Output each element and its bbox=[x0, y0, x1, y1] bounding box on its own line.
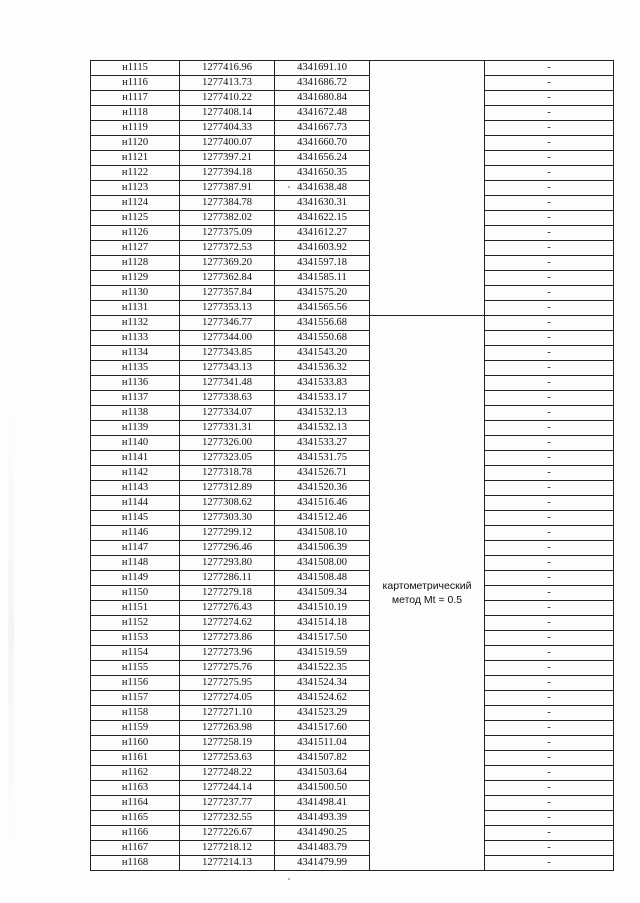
point-id-cell: н1141 bbox=[91, 451, 180, 466]
table-row bbox=[91, 481, 614, 496]
x-coordinate-cell: 1277346.77 bbox=[180, 316, 275, 331]
x-coordinate-cell: 1277318.78 bbox=[180, 466, 275, 481]
x-coordinate-cell: 1277276.43 bbox=[180, 601, 275, 616]
point-id-cell: н1124 bbox=[91, 196, 180, 211]
table-row bbox=[91, 586, 614, 601]
note-cell: - bbox=[485, 796, 614, 811]
table-row bbox=[91, 541, 614, 556]
table-row bbox=[91, 496, 614, 511]
table-row bbox=[91, 661, 614, 676]
table-row bbox=[91, 166, 614, 181]
table-row bbox=[91, 391, 614, 406]
y-coordinate-cell: 4341630.31 bbox=[275, 196, 370, 211]
note-cell: - bbox=[485, 481, 614, 496]
scan-streak bbox=[8, 380, 14, 880]
note-cell: - bbox=[485, 646, 614, 661]
note-cell: - bbox=[485, 391, 614, 406]
note-cell: - bbox=[485, 331, 614, 346]
x-coordinate-cell: 1277218.12 bbox=[180, 841, 275, 856]
x-coordinate-cell: 1277331.31 bbox=[180, 421, 275, 436]
x-coordinate-cell: 1277375.09 bbox=[180, 226, 275, 241]
note-cell: - bbox=[485, 631, 614, 646]
table-row bbox=[91, 811, 614, 826]
note-cell: - bbox=[485, 826, 614, 841]
x-coordinate-cell: 1277397.21 bbox=[180, 151, 275, 166]
point-id-cell: н1133 bbox=[91, 331, 180, 346]
x-coordinate-cell: 1277338.63 bbox=[180, 391, 275, 406]
x-coordinate-cell: 1277274.05 bbox=[180, 691, 275, 706]
y-coordinate-cell: 4341532.13 bbox=[275, 406, 370, 421]
note-cell: - bbox=[485, 721, 614, 736]
point-id-cell: н1126 bbox=[91, 226, 180, 241]
x-coordinate-cell: 1277296.46 bbox=[180, 541, 275, 556]
scan-speck bbox=[288, 878, 290, 880]
y-coordinate-cell: 4341490.25 bbox=[275, 826, 370, 841]
x-coordinate-cell: 1277387.91 bbox=[180, 181, 275, 196]
note-cell: - bbox=[485, 346, 614, 361]
x-coordinate-cell: 1277341.48 bbox=[180, 376, 275, 391]
point-id-cell: н1157 bbox=[91, 691, 180, 706]
note-cell: - bbox=[485, 436, 614, 451]
table-row bbox=[91, 256, 614, 271]
x-coordinate-cell: 1277394.18 bbox=[180, 166, 275, 181]
x-coordinate-cell: 1277369.20 bbox=[180, 256, 275, 271]
y-coordinate-cell: 4341603.92 bbox=[275, 241, 370, 256]
point-id-cell: н1121 bbox=[91, 151, 180, 166]
method-name: картометрический bbox=[382, 580, 472, 592]
table-row bbox=[91, 451, 614, 466]
coordinates-table bbox=[90, 60, 614, 871]
point-id-cell: н1166 bbox=[91, 826, 180, 841]
table-row bbox=[91, 211, 614, 226]
note-cell: - bbox=[485, 361, 614, 376]
point-id-cell: н1144 bbox=[91, 496, 180, 511]
y-coordinate-cell: 4341516.46 bbox=[275, 496, 370, 511]
y-coordinate-cell: 4341510.19 bbox=[275, 601, 370, 616]
point-id-cell: н1118 bbox=[91, 106, 180, 121]
table-row bbox=[91, 571, 614, 586]
point-id-cell: н1143 bbox=[91, 481, 180, 496]
note-cell: - bbox=[485, 526, 614, 541]
x-coordinate-cell: 1277413.73 bbox=[180, 76, 275, 91]
method-cell-empty bbox=[370, 61, 485, 316]
note-cell: - bbox=[485, 811, 614, 826]
table-row bbox=[91, 826, 614, 841]
x-coordinate-cell: 1277232.55 bbox=[180, 811, 275, 826]
point-id-cell: н1127 bbox=[91, 241, 180, 256]
table-row bbox=[91, 721, 614, 736]
y-coordinate-cell: 4341506.39 bbox=[275, 541, 370, 556]
point-id-cell: н1156 bbox=[91, 676, 180, 691]
y-coordinate-cell: 4341479.99 bbox=[275, 856, 370, 871]
x-coordinate-cell: 1277404.33 bbox=[180, 121, 275, 136]
x-coordinate-cell: 1277237.77 bbox=[180, 796, 275, 811]
y-coordinate-cell: 4341667.73 bbox=[275, 121, 370, 136]
y-coordinate-cell: 4341500.50 bbox=[275, 781, 370, 796]
point-id-cell: н1147 bbox=[91, 541, 180, 556]
note-cell: - bbox=[485, 91, 614, 106]
x-coordinate-cell: 1277416.96 bbox=[180, 61, 275, 76]
note-cell: - bbox=[485, 856, 614, 871]
point-id-cell: н1167 bbox=[91, 841, 180, 856]
y-coordinate-cell: 4341597.18 bbox=[275, 256, 370, 271]
x-coordinate-cell: 1277344.00 bbox=[180, 331, 275, 346]
note-cell: - bbox=[485, 211, 614, 226]
x-coordinate-cell: 1277226.67 bbox=[180, 826, 275, 841]
y-coordinate-cell: 4341493.39 bbox=[275, 811, 370, 826]
x-coordinate-cell: 1277372.53 bbox=[180, 241, 275, 256]
y-coordinate-cell: 4341512.46 bbox=[275, 511, 370, 526]
y-coordinate-cell: 4341509.34 bbox=[275, 586, 370, 601]
point-id-cell: н1165 bbox=[91, 811, 180, 826]
y-coordinate-cell: 4341531.75 bbox=[275, 451, 370, 466]
y-coordinate-cell: 4341514.18 bbox=[275, 616, 370, 631]
x-coordinate-cell: 1277258.19 bbox=[180, 736, 275, 751]
note-cell: - bbox=[485, 241, 614, 256]
y-coordinate-cell: 4341526.71 bbox=[275, 466, 370, 481]
x-coordinate-cell: 1277343.13 bbox=[180, 361, 275, 376]
note-cell: - bbox=[485, 841, 614, 856]
point-id-cell: н1158 bbox=[91, 706, 180, 721]
note-cell: - bbox=[485, 181, 614, 196]
x-coordinate-cell: 1277408.14 bbox=[180, 106, 275, 121]
table-row bbox=[91, 616, 614, 631]
point-id-cell: н1138 bbox=[91, 406, 180, 421]
x-coordinate-cell: 1277275.95 bbox=[180, 676, 275, 691]
point-id-cell: н1122 bbox=[91, 166, 180, 181]
y-coordinate-cell: 4341550.68 bbox=[275, 331, 370, 346]
y-coordinate-cell: 4341543.20 bbox=[275, 346, 370, 361]
note-cell: - bbox=[485, 61, 614, 76]
y-coordinate-cell: 4341650.35 bbox=[275, 166, 370, 181]
y-coordinate-cell: 4341672.48 bbox=[275, 106, 370, 121]
table-row bbox=[91, 796, 614, 811]
point-id-cell: н1136 bbox=[91, 376, 180, 391]
note-cell: - bbox=[485, 406, 614, 421]
table-row bbox=[91, 646, 614, 661]
y-coordinate-cell: 4341519.59 bbox=[275, 646, 370, 661]
y-coordinate-cell: 4341565.56 bbox=[275, 301, 370, 316]
point-id-cell: н1135 bbox=[91, 361, 180, 376]
point-id-cell: н1119 bbox=[91, 121, 180, 136]
point-id-cell: н1137 bbox=[91, 391, 180, 406]
point-id-cell: н1117 bbox=[91, 91, 180, 106]
x-coordinate-cell: 1277362.84 bbox=[180, 271, 275, 286]
table-row bbox=[91, 121, 614, 136]
table-row bbox=[91, 376, 614, 391]
table-row bbox=[91, 346, 614, 361]
table-row bbox=[91, 841, 614, 856]
y-coordinate-cell: 4341622.15 bbox=[275, 211, 370, 226]
point-id-cell: н1149 bbox=[91, 571, 180, 586]
point-id-cell: н1164 bbox=[91, 796, 180, 811]
point-id-cell: н1160 bbox=[91, 736, 180, 751]
x-coordinate-cell: 1277293.80 bbox=[180, 556, 275, 571]
x-coordinate-cell: 1277263.98 bbox=[180, 721, 275, 736]
y-coordinate-cell: 4341533.27 bbox=[275, 436, 370, 451]
point-id-cell: н1116 bbox=[91, 76, 180, 91]
x-coordinate-cell: 1277323.05 bbox=[180, 451, 275, 466]
y-coordinate-cell: 4341660.70 bbox=[275, 136, 370, 151]
point-id-cell: н1123 bbox=[91, 181, 180, 196]
y-coordinate-cell: 4341524.34 bbox=[275, 676, 370, 691]
method-accuracy: метод Mt = 0.5 bbox=[391, 594, 463, 606]
table-row bbox=[91, 301, 614, 316]
y-coordinate-cell: 4341533.83 bbox=[275, 376, 370, 391]
table-row bbox=[91, 361, 614, 376]
x-coordinate-cell: 1277308.62 bbox=[180, 496, 275, 511]
point-id-cell: н1134 bbox=[91, 346, 180, 361]
point-id-cell: н1120 bbox=[91, 136, 180, 151]
x-coordinate-cell: 1277357.84 bbox=[180, 286, 275, 301]
point-id-cell: н1139 bbox=[91, 421, 180, 436]
x-coordinate-cell: 1277274.62 bbox=[180, 616, 275, 631]
y-coordinate-cell: 4341585.11 bbox=[275, 271, 370, 286]
y-coordinate-cell: 4341575.20 bbox=[275, 286, 370, 301]
table-row bbox=[91, 76, 614, 91]
note-cell: - bbox=[485, 316, 614, 331]
table-row bbox=[91, 241, 614, 256]
note-cell: - bbox=[485, 136, 614, 151]
table-row bbox=[91, 421, 614, 436]
y-coordinate-cell: 4341691.10 bbox=[275, 61, 370, 76]
y-coordinate-cell: 4341533.17 bbox=[275, 391, 370, 406]
note-cell: - bbox=[485, 766, 614, 781]
point-id-cell: н1115 bbox=[91, 61, 180, 76]
note-cell: - bbox=[485, 301, 614, 316]
note-cell: - bbox=[485, 196, 614, 211]
note-cell: - bbox=[485, 511, 614, 526]
table-row bbox=[91, 781, 614, 796]
y-coordinate-cell: 4341686.72 bbox=[275, 76, 370, 91]
table-row bbox=[91, 466, 614, 481]
note-cell: - bbox=[485, 541, 614, 556]
note-cell: - bbox=[485, 676, 614, 691]
x-coordinate-cell: 1277275.76 bbox=[180, 661, 275, 676]
point-id-cell: н1125 bbox=[91, 211, 180, 226]
table-row bbox=[91, 271, 614, 286]
point-id-cell: н1128 bbox=[91, 256, 180, 271]
note-cell: - bbox=[485, 121, 614, 136]
x-coordinate-cell: 1277303.30 bbox=[180, 511, 275, 526]
y-coordinate-cell: 4341503.64 bbox=[275, 766, 370, 781]
note-cell: - bbox=[485, 451, 614, 466]
point-id-cell: н1161 bbox=[91, 751, 180, 766]
point-id-cell: н1150 bbox=[91, 586, 180, 601]
x-coordinate-cell: 1277279.18 bbox=[180, 586, 275, 601]
x-coordinate-cell: 1277273.96 bbox=[180, 646, 275, 661]
x-coordinate-cell: 1277253.63 bbox=[180, 751, 275, 766]
x-coordinate-cell: 1277353.13 bbox=[180, 301, 275, 316]
y-coordinate-cell: 4341520.36 bbox=[275, 481, 370, 496]
y-coordinate-cell: 4341656.24 bbox=[275, 151, 370, 166]
note-cell: - bbox=[485, 781, 614, 796]
note-cell: - bbox=[485, 616, 614, 631]
y-coordinate-cell: 4341536.32 bbox=[275, 361, 370, 376]
x-coordinate-cell: 1277299.12 bbox=[180, 526, 275, 541]
point-id-cell: н1132 bbox=[91, 316, 180, 331]
x-coordinate-cell: 1277400.07 bbox=[180, 136, 275, 151]
point-id-cell: н1146 bbox=[91, 526, 180, 541]
y-coordinate-cell: 4341680.84 bbox=[275, 91, 370, 106]
x-coordinate-cell: 1277334.07 bbox=[180, 406, 275, 421]
table-row bbox=[91, 556, 614, 571]
table-row bbox=[91, 601, 614, 616]
x-coordinate-cell: 1277312.89 bbox=[180, 481, 275, 496]
note-cell: - bbox=[485, 466, 614, 481]
table-row bbox=[91, 631, 614, 646]
table-row bbox=[91, 136, 614, 151]
table-row bbox=[91, 511, 614, 526]
table-row bbox=[91, 751, 614, 766]
y-coordinate-cell: 4341523.29 bbox=[275, 706, 370, 721]
x-coordinate-cell: 1277273.86 bbox=[180, 631, 275, 646]
table-row bbox=[91, 91, 614, 106]
table-row bbox=[91, 406, 614, 421]
y-coordinate-cell: 4341508.10 bbox=[275, 526, 370, 541]
y-coordinate-cell: 4341532.13 bbox=[275, 421, 370, 436]
table-row bbox=[91, 526, 614, 541]
coordinates-table-body bbox=[91, 61, 614, 871]
table-row bbox=[91, 106, 614, 121]
y-coordinate-cell: 4341508.00 bbox=[275, 556, 370, 571]
table-row bbox=[91, 736, 614, 751]
note-cell: - bbox=[485, 586, 614, 601]
table-row bbox=[91, 676, 614, 691]
table-row bbox=[91, 691, 614, 706]
point-id-cell: н1168 bbox=[91, 856, 180, 871]
note-cell: - bbox=[485, 691, 614, 706]
point-id-cell: н1131 bbox=[91, 301, 180, 316]
y-coordinate-cell: 4341612.27 bbox=[275, 226, 370, 241]
x-coordinate-cell: 1277271.10 bbox=[180, 706, 275, 721]
point-id-cell: н1159 bbox=[91, 721, 180, 736]
table-row bbox=[91, 706, 614, 721]
note-cell: - bbox=[485, 376, 614, 391]
point-id-cell: н1129 bbox=[91, 271, 180, 286]
y-coordinate-cell: 4341483.79 bbox=[275, 841, 370, 856]
note-cell: - bbox=[485, 556, 614, 571]
note-cell: - bbox=[485, 496, 614, 511]
y-coordinate-cell: 4341638.48 bbox=[275, 181, 370, 196]
table-row bbox=[91, 61, 614, 76]
note-cell: - bbox=[485, 736, 614, 751]
method-cell bbox=[370, 316, 485, 871]
note-cell: - bbox=[485, 166, 614, 181]
x-coordinate-cell: 1277382.02 bbox=[180, 211, 275, 226]
table-row bbox=[91, 181, 614, 196]
point-id-cell: н1153 bbox=[91, 631, 180, 646]
point-id-cell: н1130 bbox=[91, 286, 180, 301]
note-cell: - bbox=[485, 706, 614, 721]
point-id-cell: н1155 bbox=[91, 661, 180, 676]
x-coordinate-cell: 1277326.00 bbox=[180, 436, 275, 451]
x-coordinate-cell: 1277214.13 bbox=[180, 856, 275, 871]
table-row bbox=[91, 331, 614, 346]
point-id-cell: н1145 bbox=[91, 511, 180, 526]
table-row bbox=[91, 151, 614, 166]
x-coordinate-cell: 1277248.22 bbox=[180, 766, 275, 781]
y-coordinate-cell: 4341511.04 bbox=[275, 736, 370, 751]
y-coordinate-cell: 4341524.62 bbox=[275, 691, 370, 706]
note-cell: - bbox=[485, 151, 614, 166]
note-cell: - bbox=[485, 226, 614, 241]
note-cell: - bbox=[485, 661, 614, 676]
note-cell: - bbox=[485, 751, 614, 766]
x-coordinate-cell: 1277286.11 bbox=[180, 571, 275, 586]
note-cell: - bbox=[485, 571, 614, 586]
y-coordinate-cell: 4341508.48 bbox=[275, 571, 370, 586]
point-id-cell: н1148 bbox=[91, 556, 180, 571]
note-cell: - bbox=[485, 106, 614, 121]
note-cell: - bbox=[485, 76, 614, 91]
y-coordinate-cell: 4341498.41 bbox=[275, 796, 370, 811]
note-cell: - bbox=[485, 601, 614, 616]
y-coordinate-cell: 4341556.68 bbox=[275, 316, 370, 331]
note-cell: - bbox=[485, 286, 614, 301]
point-id-cell: н1152 bbox=[91, 616, 180, 631]
note-cell: - bbox=[485, 271, 614, 286]
x-coordinate-cell: 1277384.78 bbox=[180, 196, 275, 211]
point-id-cell: н1142 bbox=[91, 466, 180, 481]
y-coordinate-cell: 4341517.60 bbox=[275, 721, 370, 736]
y-coordinate-cell: 4341517.50 bbox=[275, 631, 370, 646]
point-id-cell: н1154 bbox=[91, 646, 180, 661]
point-id-cell: н1140 bbox=[91, 436, 180, 451]
table-row bbox=[91, 436, 614, 451]
table-row bbox=[91, 856, 614, 871]
table-row bbox=[91, 286, 614, 301]
table-row bbox=[91, 226, 614, 241]
note-cell: - bbox=[485, 256, 614, 271]
x-coordinate-cell: 1277410.22 bbox=[180, 91, 275, 106]
x-coordinate-cell: 1277244.14 bbox=[180, 781, 275, 796]
note-cell: - bbox=[485, 421, 614, 436]
point-id-cell: н1162 bbox=[91, 766, 180, 781]
table-row bbox=[91, 196, 614, 211]
table-row bbox=[91, 766, 614, 781]
y-coordinate-cell: 4341507.82 bbox=[275, 751, 370, 766]
table-row bbox=[91, 316, 614, 331]
point-id-cell: н1151 bbox=[91, 601, 180, 616]
y-coordinate-cell: 4341522.35 bbox=[275, 661, 370, 676]
point-id-cell: н1163 bbox=[91, 781, 180, 796]
x-coordinate-cell: 1277343.85 bbox=[180, 346, 275, 361]
